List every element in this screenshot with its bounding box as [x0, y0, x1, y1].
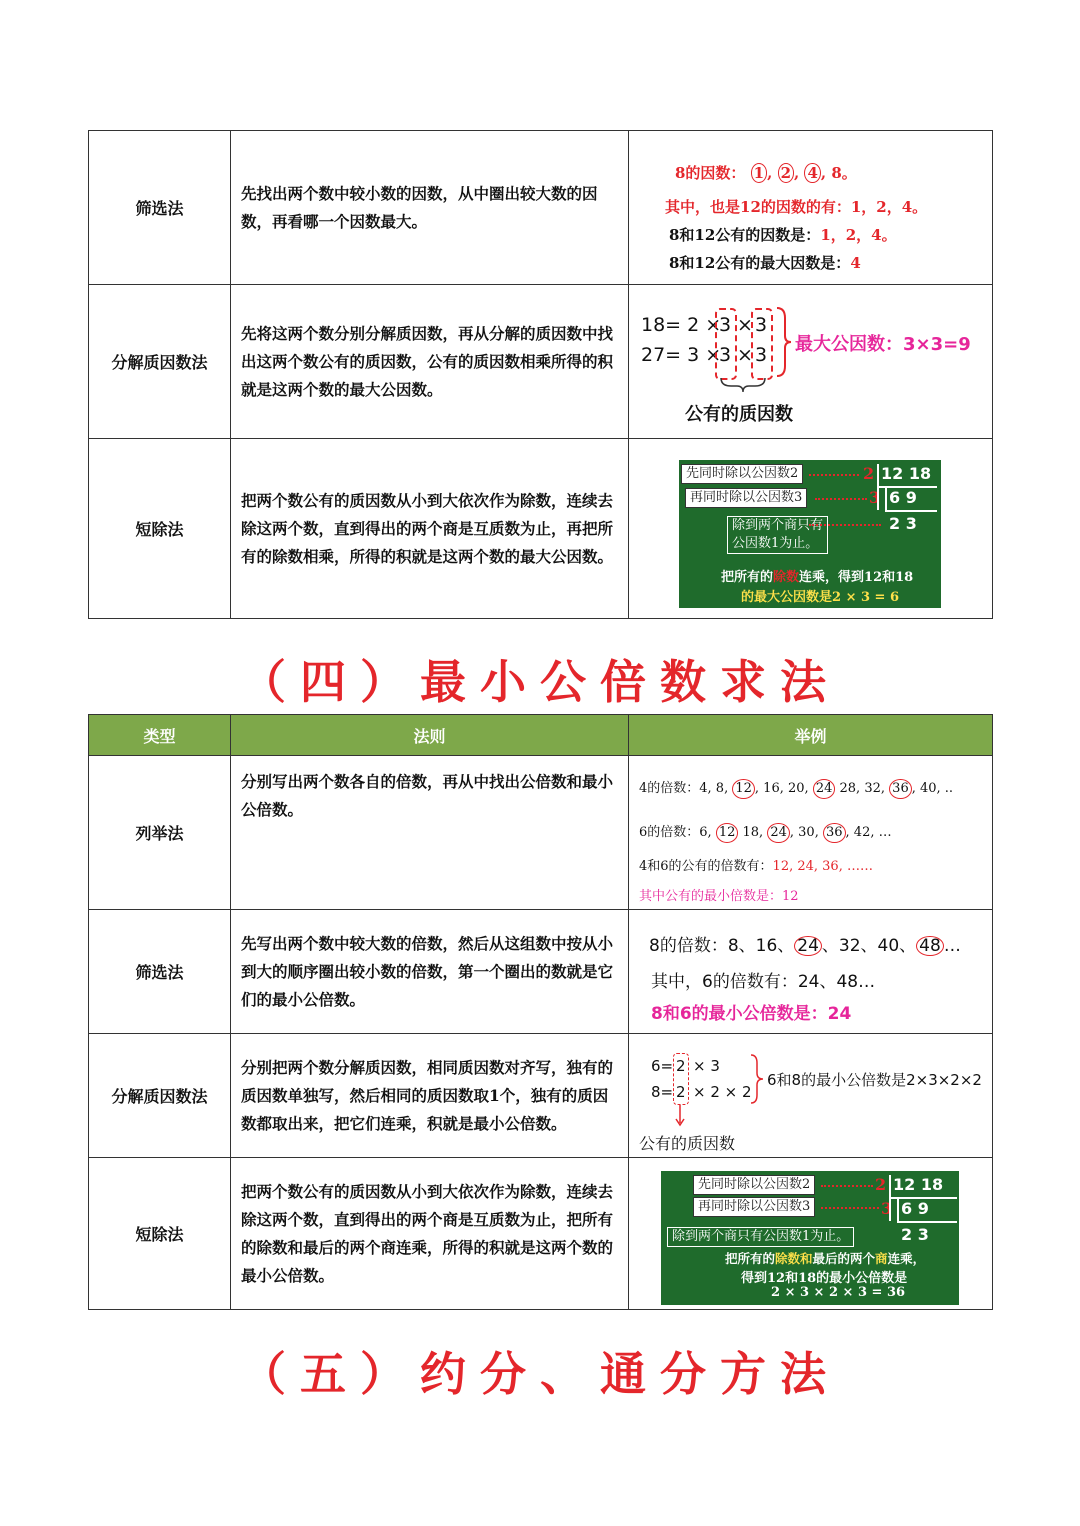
step-label: 再同时除以公因数3: [685, 488, 807, 508]
type-cell: 分解质因数法: [89, 285, 231, 439]
factor-row: × 2 × 2: [693, 1082, 752, 1101]
division-line: [897, 1199, 899, 1221]
division-line: [897, 1221, 957, 1223]
conclusion: 2 × 3 × 2 × 3 = 36: [771, 1284, 906, 1300]
example-cell: [629, 1158, 993, 1310]
example-line: 8和6的最小公倍数是：24: [651, 1003, 852, 1024]
dotted-arrow: [821, 1185, 873, 1187]
rule-cell: 先写出两个数中较大数的倍数，然后从这组数中按从小到大的顺序圈出较小数的倍数，第一个圈出的数就是它们的最小公倍数。: [231, 910, 629, 1034]
example-cell: [629, 756, 993, 910]
example-line: 6的倍数：6, 12 18, 24 , 30, 36 , 42, …: [639, 821, 892, 843]
gcf-table: [88, 130, 993, 619]
rule-cell: 分别把两个数分解质因数，相同质因数对齐写，独有的质因数单独写，然后相同的质因数取1个，独有的质因数都取出来，把它们连乘，积就是最小公倍数。: [231, 1034, 629, 1158]
step-label: 除到两个商只有 公因数1为止。: [727, 516, 828, 554]
step-label: 除到两个商只有公因数1为止。: [667, 1227, 854, 1247]
example-line: 4的倍数：4, 8, 12 , 16, 20, 24 28, 32, 36 , 40, ..: [639, 777, 953, 799]
example-line: 其中公有的最小倍数是：12: [639, 888, 799, 904]
table-row: [89, 1034, 993, 1158]
circled-number: 4: [804, 163, 820, 183]
circled-number: 24: [767, 823, 790, 843]
chalkboard-illustration: [661, 1171, 959, 1305]
conclusion: 得到12和18的最小公倍数是: [741, 1270, 908, 1286]
type-cell: 短除法: [89, 1158, 231, 1310]
table-row: [89, 439, 993, 619]
circled-number: 12: [716, 823, 739, 843]
rule-cell: 把两个数公有的质因数从小到大依次作为除数，连续去除这两个数，直到得出的两个商是互质数为止，把所有的除数和最后的两个商连乘，所得的积就是这两个数的最小公倍数。: [231, 1158, 629, 1310]
factor: 3: [719, 343, 732, 366]
circled-number: 2: [778, 163, 794, 183]
times-sign: ×: [737, 343, 753, 366]
circled-number: 24: [794, 936, 822, 956]
circled-number: 1: [751, 163, 767, 183]
quotient-pair: 6 9: [901, 1198, 929, 1218]
gcf-result: 最大公因数：3×3=9: [795, 333, 971, 355]
divisor: 3: [869, 487, 881, 507]
factor: 2: [676, 1056, 686, 1075]
table-row: [89, 131, 993, 285]
brace-graphics: [629, 286, 993, 438]
factor: 3: [755, 343, 768, 366]
division-line: [889, 1197, 957, 1199]
step-label: 再同时除以公因数3: [693, 1197, 815, 1217]
circled-number: 36: [823, 823, 846, 843]
dotted-arrow: [821, 1207, 879, 1209]
factor-row: 6=: [651, 1056, 674, 1075]
table-header-row: [89, 715, 993, 756]
factor-row: 8=: [651, 1082, 674, 1101]
type-cell: 分解质因数法: [89, 1034, 231, 1158]
caption: 公有的质因数: [639, 1133, 736, 1153]
caption: 公有的质因数: [685, 403, 793, 425]
factor-row: 27= 3 ×: [641, 343, 722, 366]
coprime-pair: 2 3: [901, 1224, 929, 1244]
factor: 3: [719, 313, 732, 336]
example-cell: [629, 1034, 993, 1158]
circled-number: 24: [813, 779, 836, 799]
divisor: 3: [881, 1198, 893, 1218]
example-line: 其中，6的倍数有：24、48…: [651, 971, 876, 992]
circled-number: 12: [732, 779, 755, 799]
factor: 2: [676, 1082, 686, 1101]
lcm-result: 6和8的最小公倍数是2×3×2×2: [767, 1070, 982, 1089]
example-line: 8的因数： 1 , 2 , 4 , 8。: [675, 163, 857, 182]
example-cell: [629, 285, 993, 439]
dotted-arrow: [809, 474, 859, 476]
type-cell: 筛选法: [89, 131, 231, 285]
column-header: 类型: [89, 715, 231, 756]
division-line: [885, 488, 887, 510]
type-cell: 列举法: [89, 756, 231, 910]
division-line: [885, 510, 937, 512]
rule-cell: 分别写出两个数各自的倍数，再从中找出公倍数和最小公倍数。: [231, 756, 629, 910]
section-title: （五）约分、通分方法: [240, 1347, 840, 1401]
dividend-pair: 12 18: [893, 1174, 944, 1194]
step-label: 先同时除以公因数2: [693, 1175, 815, 1195]
dotted-arrow: [815, 498, 867, 500]
step-label: 先同时除以公因数2: [681, 464, 803, 484]
divisor: 2: [863, 463, 875, 483]
conclusion: 把所有的除数连乘，得到12和18: [721, 569, 914, 585]
example-cell: [629, 439, 993, 619]
table-row: [89, 285, 993, 439]
conclusion: 的最大公因数是2 × 3 = 6: [741, 589, 900, 605]
dotted-arrow: [809, 524, 881, 526]
example-line: 8和12公有的最大因数是：4: [669, 253, 861, 272]
factor-row: 18= 2 ×: [641, 313, 722, 336]
rule-cell: 先将这两个数分别分解质因数，再从分解的质因数中找出这两个数公有的质因数，公有的质因数相乘所得的积就是这两个数的最大公因数。: [231, 285, 629, 439]
factor: 3: [755, 313, 768, 336]
factor-row: × 3: [693, 1056, 720, 1075]
column-header: 举例: [629, 715, 993, 756]
rule-cell: 把两个数公有的质因数从小到大依次作为除数，连续去除这两个数，直到得出的两个商是互质数为止，再把所有的除数相乘，所得的积就是这两个数的最大公因数。: [231, 439, 629, 619]
dividend-pair: 12 18: [881, 463, 932, 483]
table-row: [89, 756, 993, 910]
example-cell: [629, 131, 993, 285]
example-line: 8的倍数：8、16、 24 、32、40、 48 …: [649, 935, 961, 956]
type-cell: 筛选法: [89, 910, 231, 1034]
table-row: [89, 910, 993, 1034]
section-title: （四）最小公倍数求法: [240, 655, 840, 709]
coprime-pair: 2 3: [889, 513, 917, 533]
type-cell: 短除法: [89, 439, 231, 619]
divisor: 2: [875, 1174, 887, 1194]
times-sign: ×: [737, 313, 753, 336]
example-line: 8和12公有的因数是：1，2，4。: [669, 225, 897, 244]
circled-number: 48: [916, 936, 944, 956]
conclusion: 把所有的除数和最后的两个商连乘，: [725, 1250, 926, 1266]
chalkboard-illustration: [679, 460, 941, 608]
example-cell: [629, 910, 993, 1034]
circled-number: 36: [889, 779, 912, 799]
lcm-table: [88, 714, 993, 1310]
example-line: 4和6的公有的倍数有：12, 24, 36, ……: [639, 858, 873, 874]
example-line: 其中，也是12的因数的有：1，2，4。: [665, 197, 928, 216]
column-header: 法则: [231, 715, 629, 756]
rule-cell: 先找出两个数中较小数的因数，从中圈出较大数的因数，再看哪一个因数最大。: [231, 131, 629, 285]
quotient-pair: 6 9: [889, 487, 917, 507]
table-row: [89, 1158, 993, 1310]
